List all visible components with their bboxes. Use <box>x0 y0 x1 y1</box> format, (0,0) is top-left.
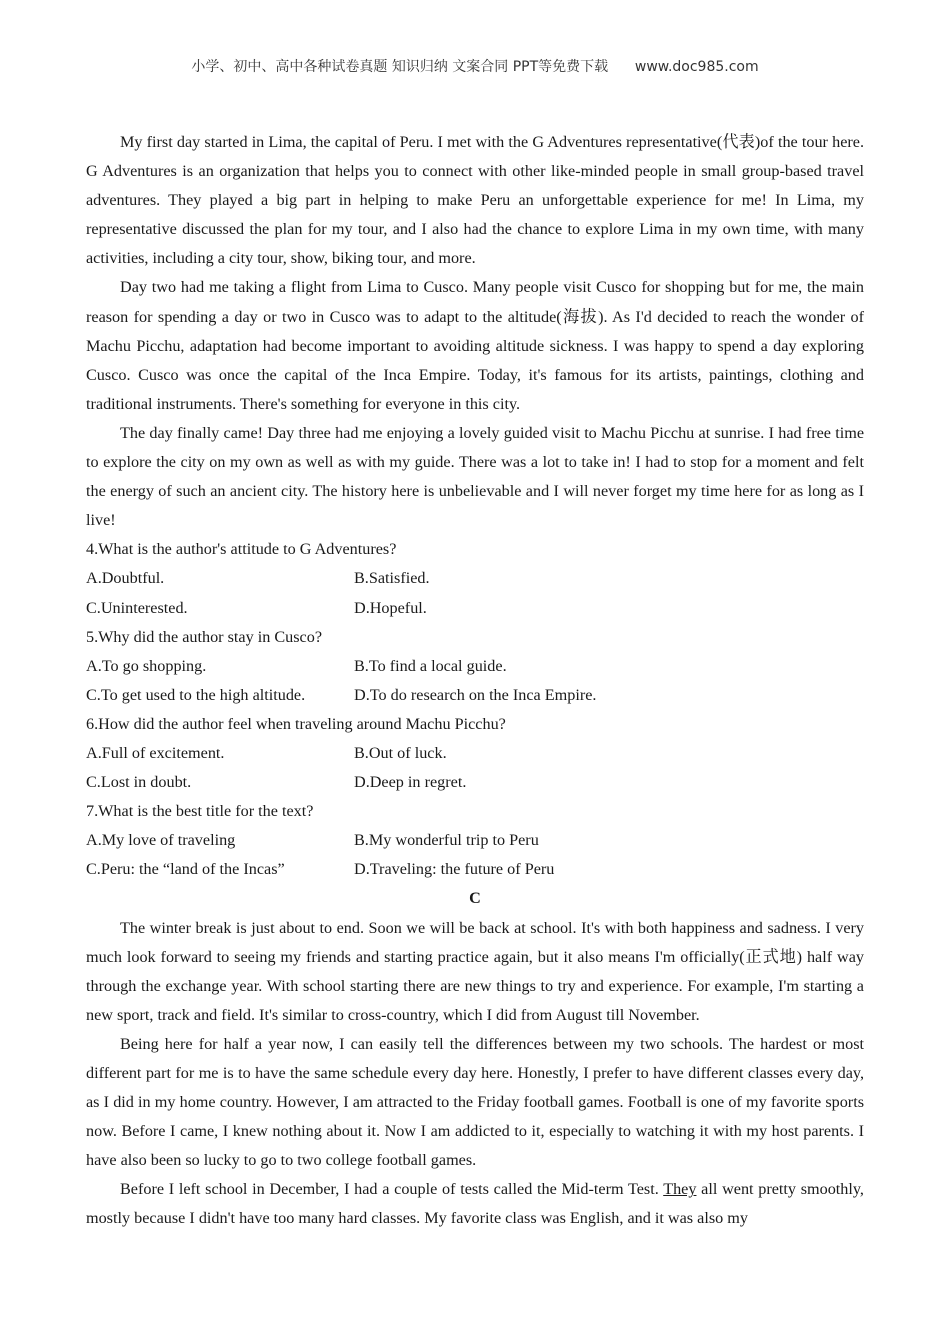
question-6 <box>86 710 864 797</box>
passage-b-paragraph-2: Day two had me taking a flight from Lima to Cusco. Many people visit Cusco for shopping but for me, the main reason for spending a day or two in Cusco was to adapt to the altitude(海拔). As I'd decided to reach the wonder of Machu Picchu, adaptation had become important to avoiding altitude sickness. I was happy to spend a day exploring Cusco. Cusco was once the capital of the Inca Empire. Today, it's famous for its artists, paintings, clothing and traditional instruments. There's something for everyone in this city. <box>86 278 864 413</box>
option-c: C.Peru: the “land of the Incas” <box>86 860 285 879</box>
question-text: 4.What is the author's attitude to G Adventures? <box>86 540 397 559</box>
option-d: D.Traveling: the future of Peru <box>354 860 555 879</box>
option-a: A.Full of excitement. <box>86 743 225 762</box>
option-c: C.To get used to the high altitude. <box>86 685 306 704</box>
document-body <box>86 128 864 1234</box>
question-text: 7.What is the best title for the text? <box>86 802 314 821</box>
header-slogan: 小学、初中、高中各种试卷真题 知识归纳 文案合同 PPT等免费下载 <box>191 59 609 75</box>
passage-c-paragraph-3 <box>86 1175 864 1233</box>
option-b: B.My wonderful trip to Peru <box>354 831 539 850</box>
option-b: B.Satisfied. <box>354 569 430 588</box>
option-a: A.To go shopping. <box>86 656 207 675</box>
option-b: B.To find a local guide. <box>354 656 507 675</box>
paragraph-text-before: Before I left school in December, I had a couple of tests called the Mid-term Test. <box>120 1180 664 1199</box>
question-text: 5.Why did the author stay in Cusco? <box>86 627 323 646</box>
passage-c-paragraph-2: Being here for half a year now, I can easily tell the differences between my two schools. The hardest or most different part for me is to have the same schedule every day here. Honestly, I prefer to have different classes every day, as I did in my home country. However, I am attracted to the Friday football games. Football is one of my favorite sports now. Before I came, I knew nothing about it. Now I am addicted to it, especially to watching it with my host parents. I have also been so lucky to go to two college football games. <box>86 1034 864 1170</box>
option-c: C.Uninterested. <box>86 598 188 617</box>
passage-c-paragraph-1: The winter break is just about to end. Soon we will be back at school. It's with both happiness and sadness. I very much look forward to seeing my friends and starting practice again, but it also means I'm officially(正式地) half way through the exchange year. With school starting there are new things to try and experience. For example, I'm starting a new sport, track and field. It's similar to cross-country, which I did from August till November. <box>86 918 864 1024</box>
underlined-word: They <box>663 1180 697 1199</box>
question-5 <box>86 623 864 710</box>
option-d: D.Hopeful. <box>354 598 427 617</box>
question-7 <box>86 797 864 884</box>
passage-b-paragraph-1: My first day started in Lima, the capital of Peru. I met with the G Adventures representative(代表)of the tour here. G Adventures is an organization that helps you to connect with other like-minded people in small group-based travel adventures. They played a big part in helping to make Peru an unforgettable experience for me! In Lima, my representative discussed the plan for my tour, and I also had the chance to explore Lima in my own time, with many activities, including a city tour, show, biking tour, and more. <box>86 133 864 268</box>
option-b: B.Out of luck. <box>354 743 447 762</box>
paragraph-text-after: all went pretty smoothly, mostly because I didn't have too many hard classes. My favorite class was English, and it was also my <box>86 1180 864 1228</box>
option-a: A.Doubtful. <box>86 569 165 588</box>
option-d: D.To do research on the Inca Empire. <box>354 685 597 704</box>
passage-b-paragraph-3: The day finally came! Day three had me enjoying a lovely guided visit to Machu Picchu at sunrise. I had free time to explore the city on my own as well as with my guide. There was a lot to take in! I had to stop for a moment and felt the energy of such an ancient city. The history here is unbelievable and I will never forget my time here for as long as I live! <box>86 423 864 530</box>
question-text: 6.How did the author feel when traveling around Machu Picchu? <box>86 714 506 733</box>
page-header <box>0 56 950 76</box>
option-a: A.My love of traveling <box>86 831 236 850</box>
question-4 <box>86 535 864 622</box>
option-d: D.Deep in regret. <box>354 773 467 792</box>
option-c: C.Lost in doubt. <box>86 773 192 792</box>
header-site-link[interactable]: www.doc985.com <box>634 59 759 75</box>
section-c-heading: C <box>469 889 481 908</box>
